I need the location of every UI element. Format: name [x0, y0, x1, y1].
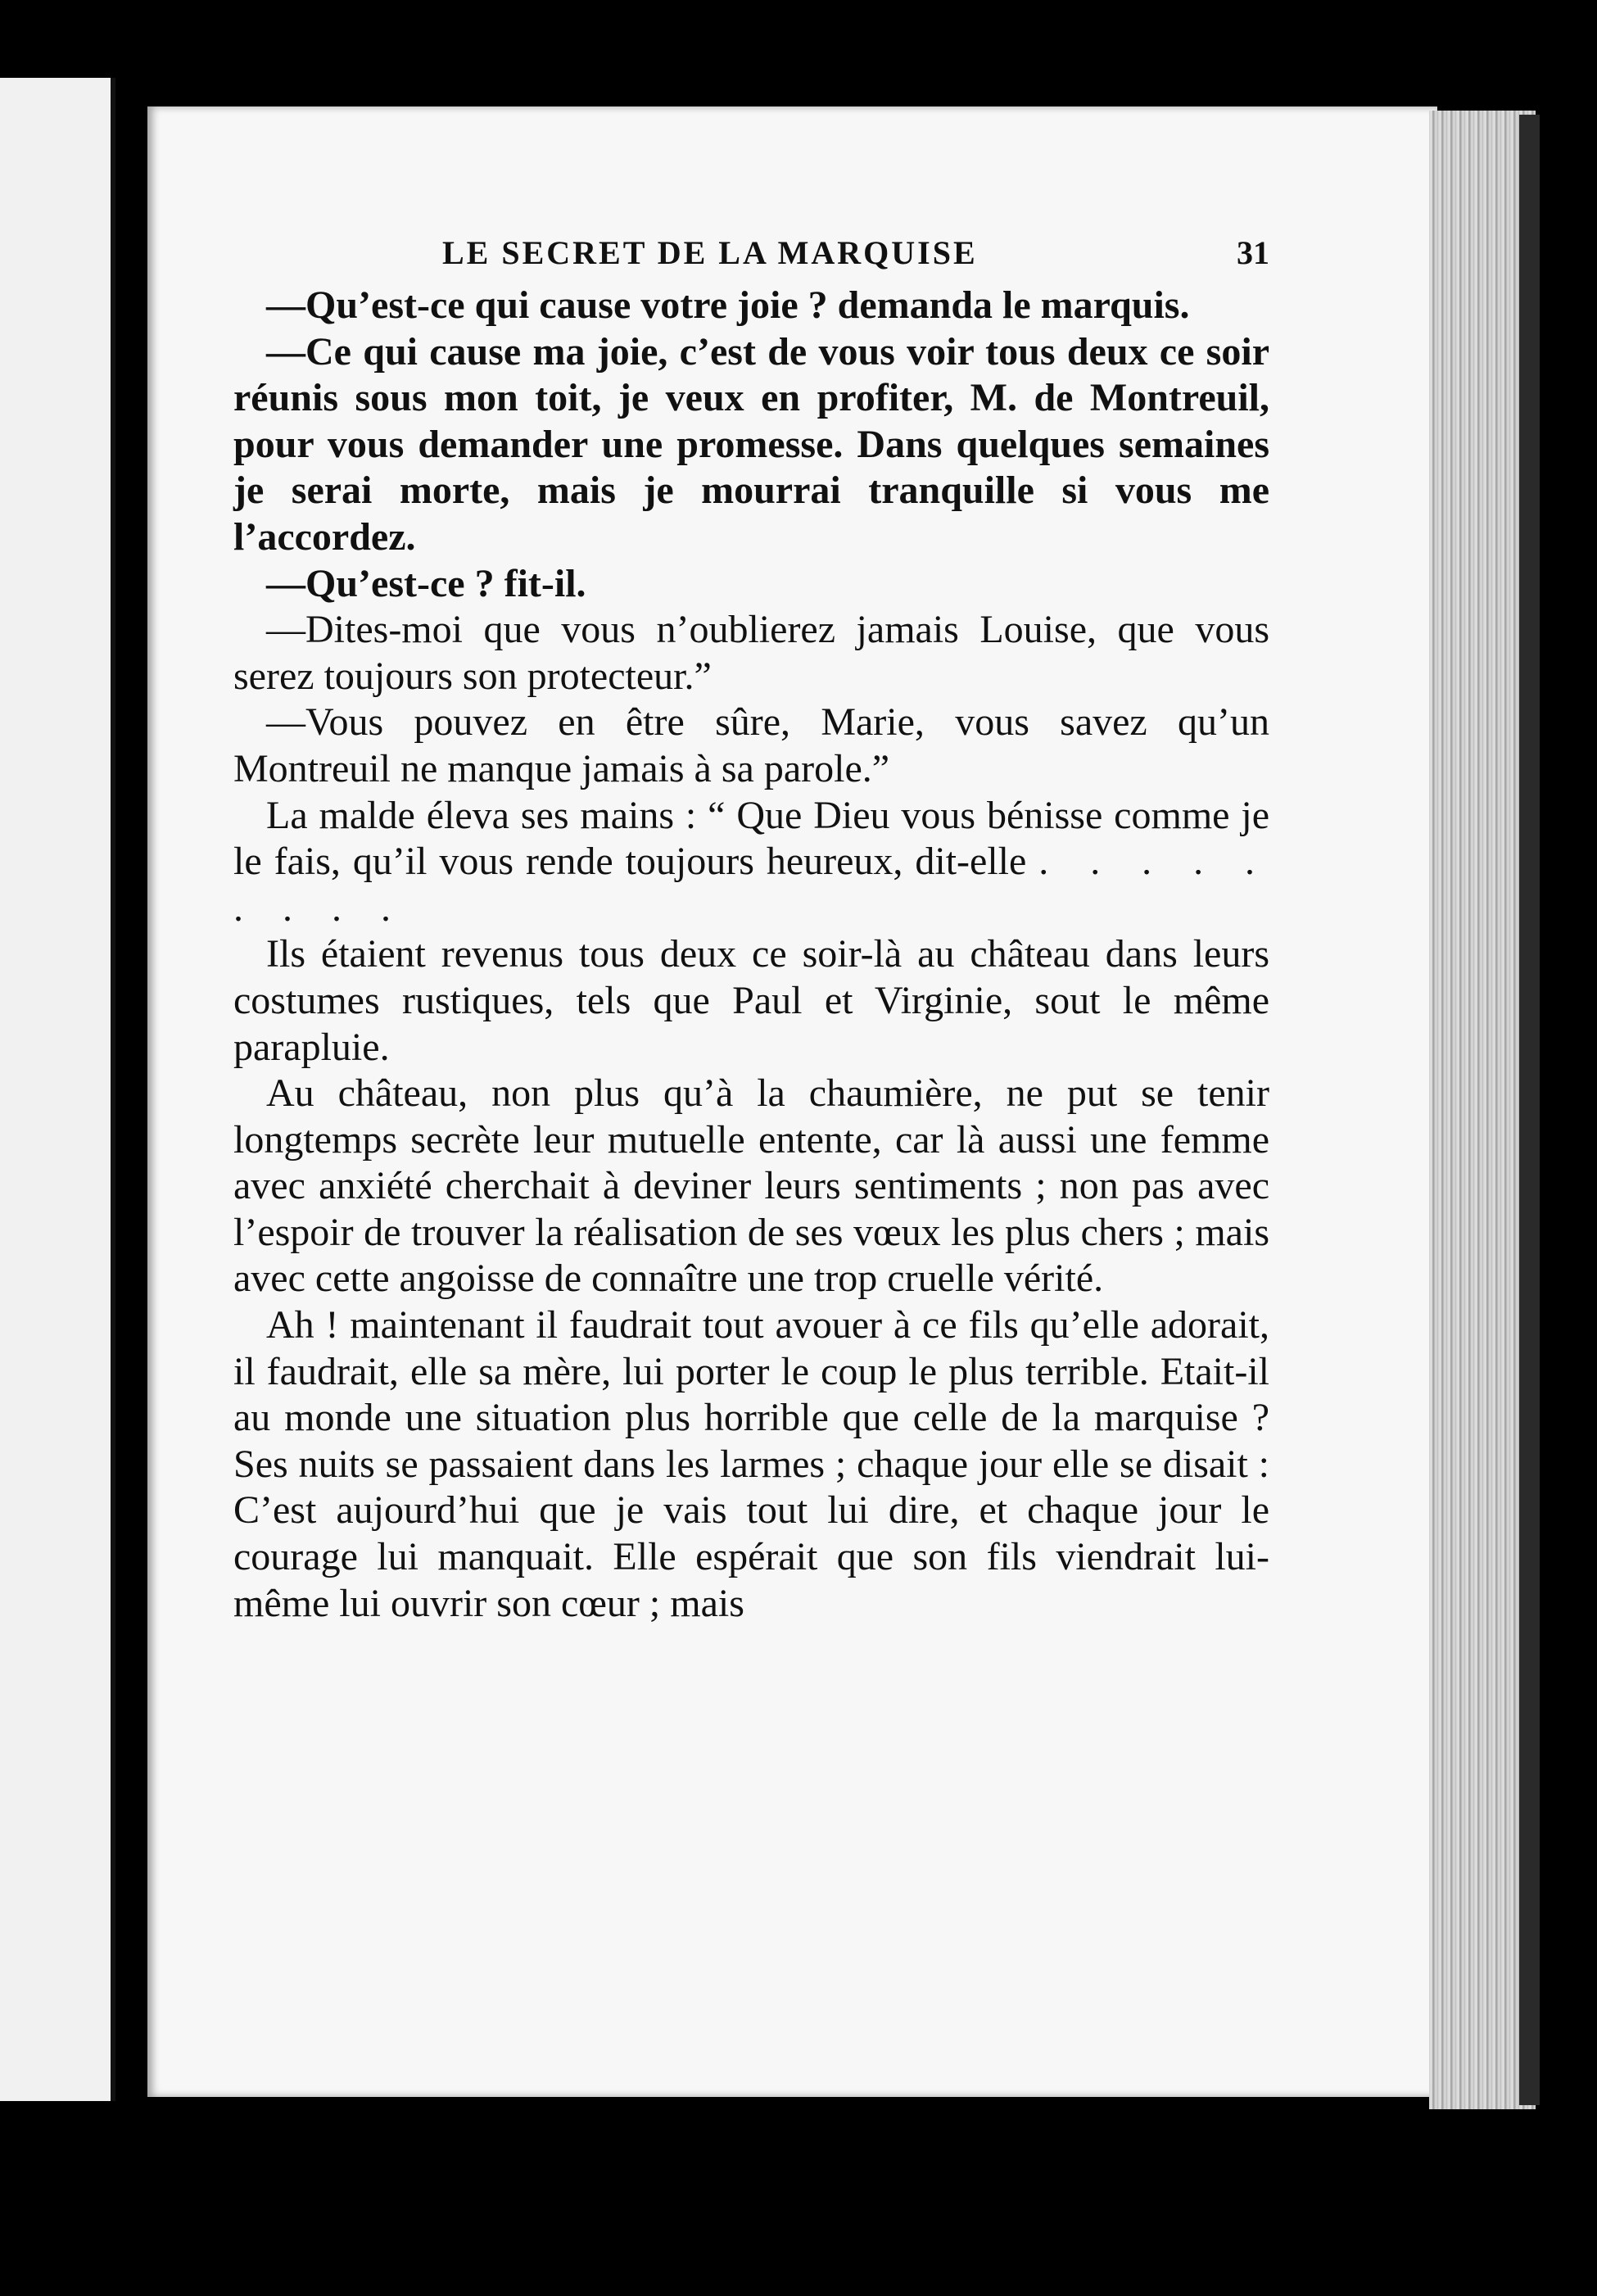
paragraph-with-ellipsis [233, 793, 1269, 932]
book-cover-edge [1519, 115, 1540, 2105]
paragraph: Au château, non plus qu’à la chaumière, ne put se tenir longtemps secrète leur mutuelle entente, car là aussi une femme avec anxiété cherchait à deviner leurs sentiments ; non pas avec l’espoir de trouver la réalisation de ses vœux les plus chers ; mais avec cette angoisse de connaître une trop cruelle vérité. [233, 1071, 1269, 1301]
page-header [442, 233, 1269, 283]
paragraph-text: La malde éleva ses mains : “ Que Dieu vous bénisse comme je le fais, qu’il vous rende toujours heureux, dit-elle [233, 793, 1269, 884]
paragraph: —Vous pouvez en être sûre, Marie, vous savez qu’un Montreuil ne manque jamais à sa parole.” [233, 700, 1269, 790]
paragraph: —Qu’est-ce qui cause votre joie ? demanda le marquis. [266, 283, 1190, 327]
paragraph: Ah ! maintenant il faudrait tout avouer à ce fils qu’elle adorait, il faudrait, elle sa mère, lui porter le coup le plus terrible. Etait-il au monde une situation plus horrible que celle de la marquise ? Ses nuits se passaient dans les larmes ; chaque jour elle se disait : C’est aujourd’hui que je vais tout lui dire, et chaque jour le courage lui manquait. Elle espérait que son fils viendrait lui-même lui ouvrir son cœur ; mais [233, 1303, 1269, 1625]
paragraph: —Ce qui cause ma joie, c’est de vous voir tous deux ce soir réunis sous mon toit, je veux en profiter, M. de Montreuil, pour vous demander une promesse. Dans quelques semaines je serai morte, mais je mourrai tranquille si vous me l’accordez. [233, 329, 1269, 559]
running-title: LE SECRET DE LA MARQUISE [442, 234, 978, 271]
ellipsis: . . . . . . . . . [233, 840, 1269, 930]
facing-page-edge [0, 78, 115, 2101]
paragraph: Ils étaient revenus tous deux ce soir-là au château dans leurs costumes rustiques, tels que Paul et Virginie, sout le même parapluie. [233, 932, 1269, 1069]
paragraph: —Qu’est-ce ? fit-il. [266, 561, 586, 605]
paragraph: —Dites-moi que vous n’oublierez jamais Louise, que vous serez toujours son protecteur.” [233, 608, 1269, 698]
page-number: 31 [1237, 234, 1269, 271]
page-body [233, 283, 1269, 1627]
